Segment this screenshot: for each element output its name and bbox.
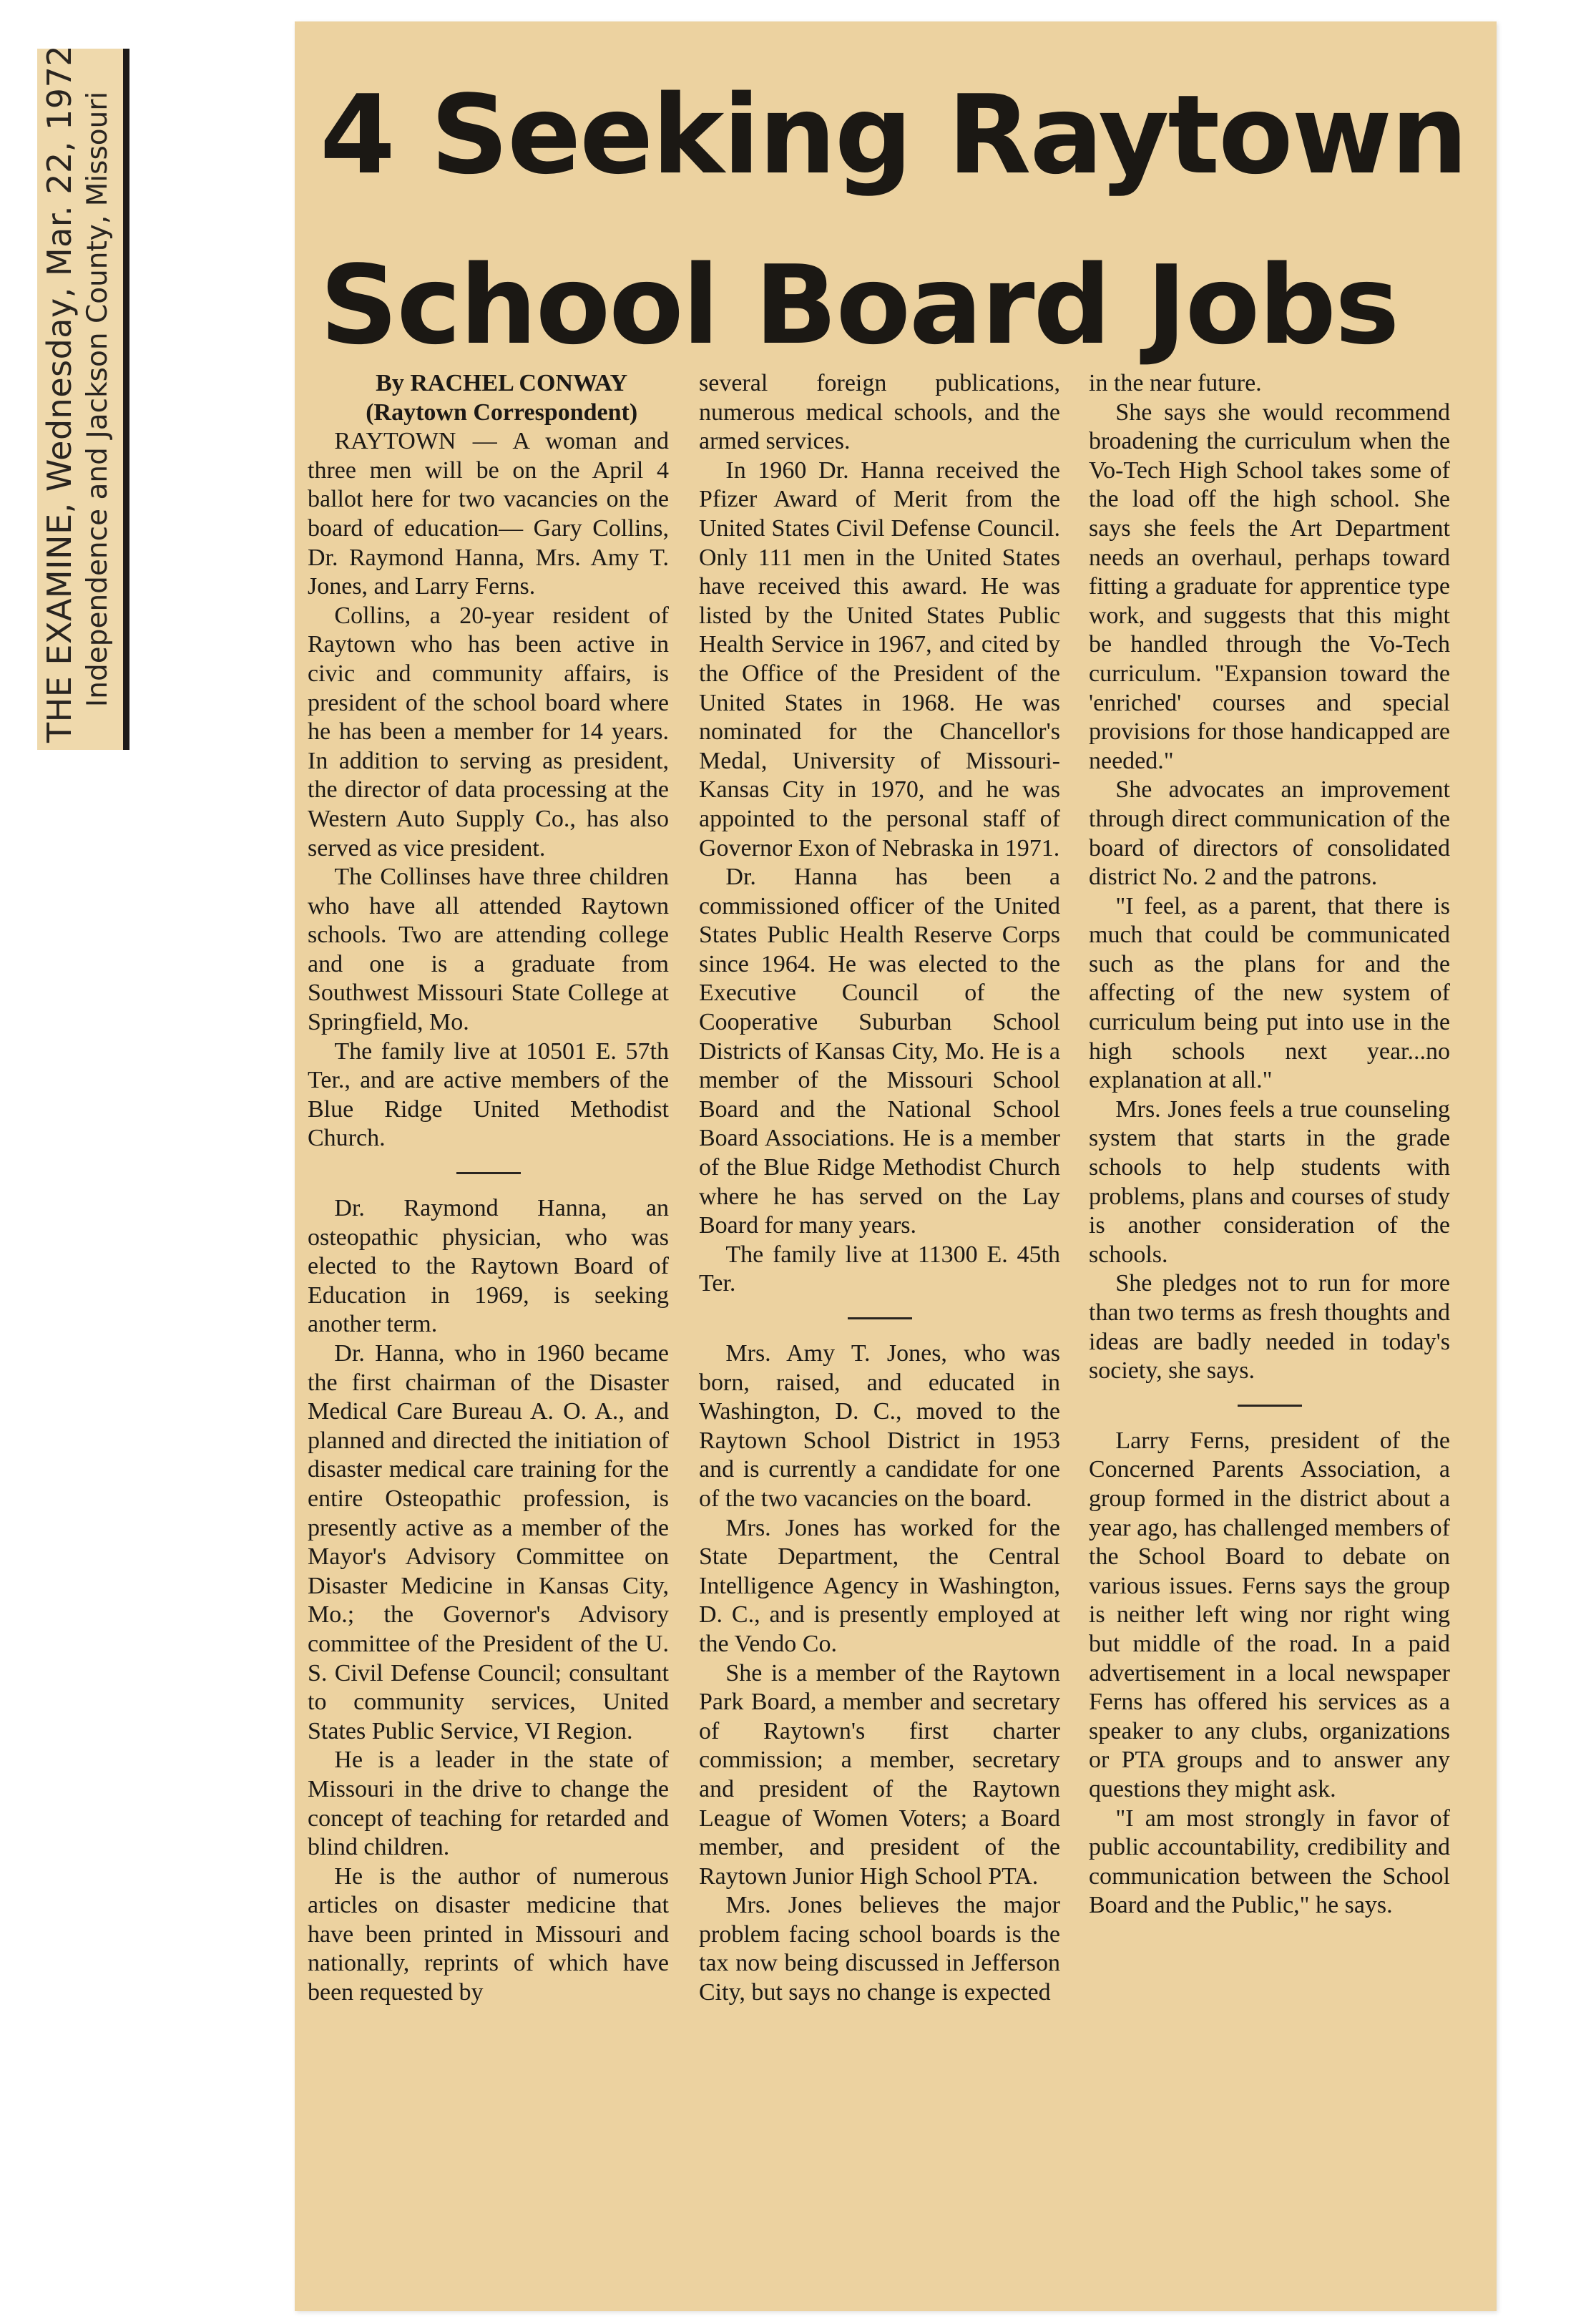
article-clipping	[295, 21, 1497, 2311]
headline-line-2: School Board Jobs	[320, 242, 1399, 368]
paragraph: She advocates an improvement through direct communication of the board of directors of consolidated district No. 2 and the patrons.	[1089, 776, 1450, 891]
paragraph: Mrs. Jones believes the major problem facing school boards is the tax now being discussed in Jefferson City, but says no change is expected	[699, 1892, 1060, 2006]
section-divider	[456, 1172, 521, 1174]
paragraph: She says she would recommend broadening the curriculum when the Vo-Tech High School takes some of the load off the high school. She says she feels the Art Department needs an overhaul, perhaps toward fitting a graduate for apprentice type work, and suggests that this might be handled through the Vo-Tech curriculum. "Expansion toward the 'enriched' courses and special provisions for those handicapped are needed."	[1089, 399, 1450, 774]
masthead-newspaper-date: THE EXAMINE, Wednesday, Mar. 22, 1972	[40, 44, 79, 743]
paragraph: He is a leader in the state of Missouri in the drive to change the concept of teaching for retarded and blind children.	[308, 1747, 669, 1861]
paragraph: in the near future.	[1089, 370, 1262, 396]
paragraph: Dr. Raymond Hanna, an osteopathic physician, who was elected to the Raytown Board of Education in 1969, is seeking another term.	[308, 1195, 669, 1338]
paragraph: She pledges not to run for more than two terms as fresh thoughts and ideas are badly needed in today's society, she says.	[1089, 1270, 1450, 1385]
byline-author: By RACHEL CONWAY	[376, 370, 628, 396]
headline	[320, 50, 1486, 391]
paragraph: Dr. Hanna has been a commissioned officer of the United States Public Health Reserve Corps since 1964. He was elected to the Executive Council of the Cooperative Suburban School Districts of Kansas City, Mo. He is a member of the Missouri School Board and the National School Board Associations. He is a member of the Blue Ridge Methodist Church where he has served on the Lay Board for many years.	[699, 864, 1060, 1239]
paragraph: The Collinses have three children who have all attended Raytown schools. Two are attending college and one is a graduate from Southwest Missouri State College at Springfield, Mo.	[308, 864, 669, 1036]
paragraph: The family live at 10501 E. 57th Ter., and are active members of the Blue Ridge United Methodist Church.	[308, 1038, 669, 1152]
section-divider	[1238, 1405, 1302, 1407]
headline-line-1: 4 Seeking Raytown	[320, 72, 1467, 198]
paragraph: He is the author of numerous articles on disaster medicine that have been printed in Missouri and nationally, reprints of which have been requested by	[308, 1862, 669, 2006]
paragraph: Dr. Hanna, who in 1960 became the first chairman of the Disaster Medical Care Bureau A. O. A., and planned and directed the initiation of disaster medical care training for the entire Osteopathic profession, is presently active as a member of the Mayor's Advisory Committee on Disaster Medicine in Kansas City, Mo.; the Governor's Advisory committee of the President of the U. S. Civil Defense Council; consultant to community services, United States Public Service, VI Region.	[308, 1340, 669, 1744]
paragraph: "I feel, as a parent, that there is much that could be communicated such as the plans for and the affecting of the new system of curriculum being put into use in the high schools next year...no explanation at all."	[1089, 892, 1450, 1094]
paragraph: RAYTOWN — A woman and three men will be on the April 4 ballot here for two vacancies on the board of education— Gary Collins, Dr. Raymond Hanna, Mrs. Amy T. Jones, and Larry Ferns.	[308, 428, 669, 600]
article-column-1	[308, 369, 669, 2294]
masthead-text	[39, 44, 124, 743]
masthead-location: Independence and Jackson County, Missouri	[82, 91, 114, 708]
section-divider	[848, 1317, 912, 1319]
paragraph: "I am most strongly in favor of public accountability, credibility and communication between the School Board and the Public," he says.	[1089, 1805, 1450, 1919]
paragraph: Mrs. Jones has worked for the State Department, the Central Intelligence Agency in Washington, D. C., and is presently employed at the Vendo Co.	[699, 1514, 1060, 1657]
article-column-3	[1089, 369, 1450, 2294]
paragraph: Collins, a 20-year resident of Raytown who has been active in civic and community affairs, is president of the school board where he has been a member for 14 years. In addition to serving as president, the director of data processing at the Western Auto Supply Co., has also served as vice president.	[308, 602, 669, 861]
article-column-2	[699, 369, 1060, 2294]
paragraph: Larry Ferns, president of the Concerned Parents Association, a group formed in the district about a year ago, has challenged members of the School Board to debate on various issues. Ferns says the group is neither left wing nor right wing but middle of the road. In a paid advertisement in a local newspaper Ferns has offered his services as a speaker to any clubs, organizations or PTA groups and to answer any questions they might ask.	[1089, 1427, 1450, 1802]
paragraph: Mrs. Jones feels a true counseling system that starts in the grade schools to help students with problems, plans and courses of study is another consideration of the schools.	[1089, 1095, 1450, 1268]
paragraph: She is a member of the Raytown Park Board, a member and secretary of Raytown's first charter commission; a member, secretary and president of the Raytown League of Women Voters; a Board member, and president of the Raytown Junior High School PTA.	[699, 1659, 1060, 1890]
paragraph: The family live at 11300 E. 45th Ter.	[699, 1241, 1060, 1297]
paragraph: Mrs. Amy T. Jones, who was born, raised, and educated in Washington, D. C., moved to the Raytown School District in 1953 and is currently a candidate for one of the two vacancies on the board.	[699, 1340, 1060, 1512]
byline-role: (Raytown Correspondent)	[366, 399, 638, 426]
paragraph: In 1960 Dr. Hanna received the Pfizer Award of Merit from the United States Civil Defense Council. Only 111 men in the United States have received this award. He was listed by the United States Public Health Service in 1967, and cited by the Office of the President of the United States in 1968. He was nominated for the Chancellor's Medal, University of Missouri-Kansas City in 1970, and he was appointed to the personal staff of Governor Exon of Nebraska in 1971.	[699, 456, 1060, 861]
paragraph: several foreign publications, numerous medical schools, and the armed services.	[699, 370, 1060, 455]
